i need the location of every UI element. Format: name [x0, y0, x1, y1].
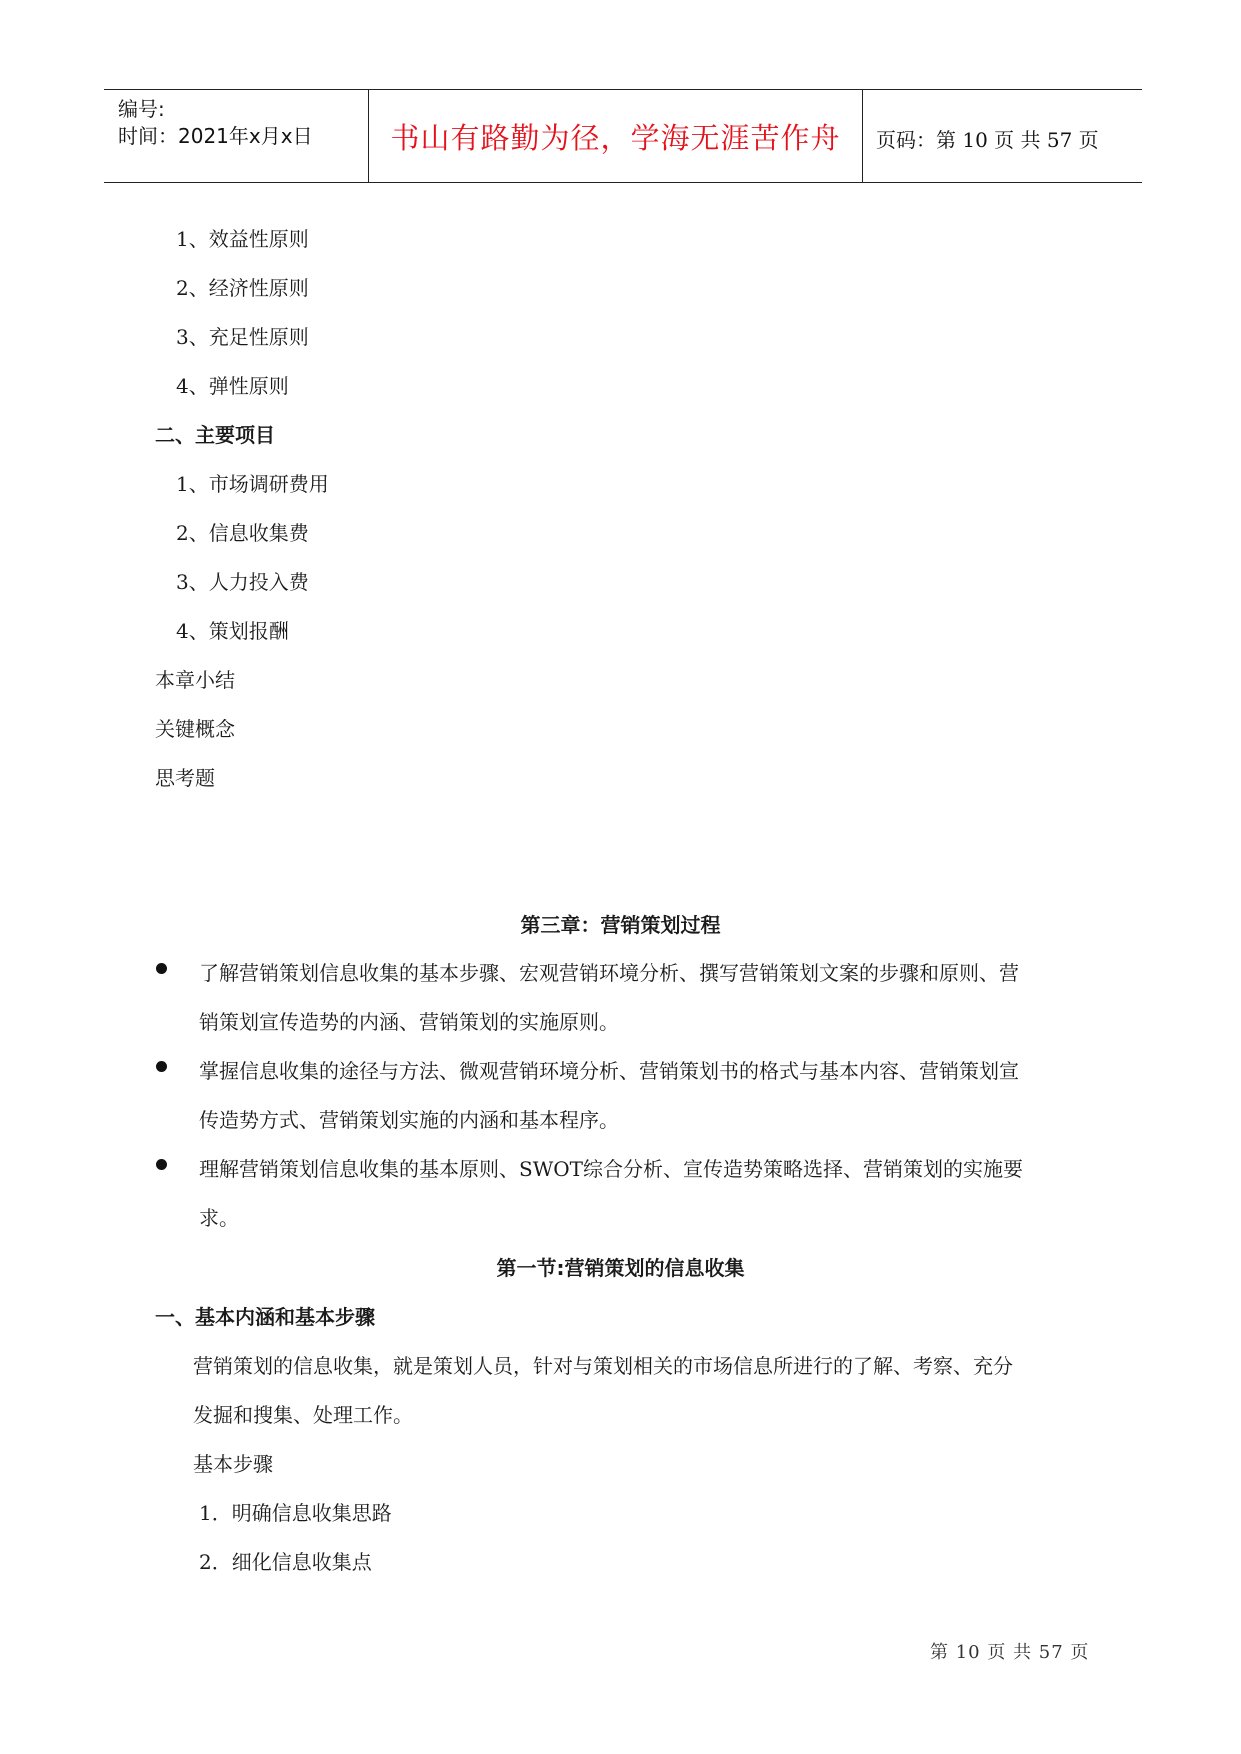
page-footer: 第 10 页 共 57 页	[930, 1642, 1090, 1663]
project-item: 3、人力投入费	[176, 570, 309, 594]
document-header	[104, 89, 1142, 183]
motto: 书山有路勤为径，学海无涯苦作舟	[390, 121, 841, 155]
objective-line: 销策划宣传造势的内涵、营销策划的实施原则。	[199, 1010, 619, 1034]
key-concepts: 关键概念	[155, 717, 235, 741]
bullet-icon	[156, 963, 167, 974]
page-code: 页码：第 10 页 共 57 页	[876, 128, 1099, 152]
section-heading-main-items: 二、主要项目	[155, 423, 275, 447]
step-item: 2．细化信息收集点	[199, 1550, 372, 1574]
principle-item: 4、弹性原则	[176, 374, 289, 398]
project-item: 1、市场调研费用	[176, 472, 329, 496]
objective-line: 求。	[199, 1206, 239, 1230]
principle-item: 1、效益性原则	[176, 227, 309, 251]
bullet-icon	[156, 1159, 167, 1170]
project-item: 4、策划报酬	[176, 619, 289, 643]
bullet-icon	[156, 1061, 167, 1072]
paragraph-line: 发掘和搜集、处理工作。	[193, 1403, 413, 1427]
header-motto-cell	[369, 90, 863, 182]
objective-line: 理解营销策划信息收集的基本原则、SWOT综合分析、宣传造势策略选择、营销策划的实施要	[199, 1157, 1023, 1181]
step-item: 1．明确信息收集思路	[199, 1501, 392, 1525]
number-label: 编号:	[118, 97, 165, 121]
header-page-cell	[864, 90, 1142, 182]
project-item: 2、信息收集费	[176, 521, 309, 545]
objective-line: 了解营销策划信息收集的基本步骤、宏观营销环境分析、撰写营销策划文案的步骤和原则、营	[199, 961, 1019, 985]
objective-line: 传造势方式、营销策划实施的内涵和基本程序。	[199, 1108, 619, 1132]
principle-item: 2、经济性原则	[176, 276, 309, 300]
section-title: 第一节:营销策划的信息收集	[496, 1256, 745, 1280]
header-meta-cell	[104, 90, 369, 182]
objective-line: 掌握信息收集的途径与方法、微观营销环境分析、营销策划书的格式与基本内容、营销策划宣	[199, 1059, 1019, 1083]
chapter-summary: 本章小结	[155, 668, 235, 692]
time-label: 时间：2021年x月x日	[118, 124, 313, 148]
steps-label: 基本步骤	[193, 1452, 273, 1476]
chapter-title: 第三章：营销策划过程	[520, 913, 721, 937]
subsection-heading: 一、基本内涵和基本步骤	[155, 1305, 375, 1329]
questions: 思考题	[155, 766, 215, 790]
paragraph-line: 营销策划的信息收集，就是策划人员，针对与策划相关的市场信息所进行的了解、考察、充分	[193, 1354, 1013, 1378]
principle-item: 3、充足性原则	[176, 325, 309, 349]
